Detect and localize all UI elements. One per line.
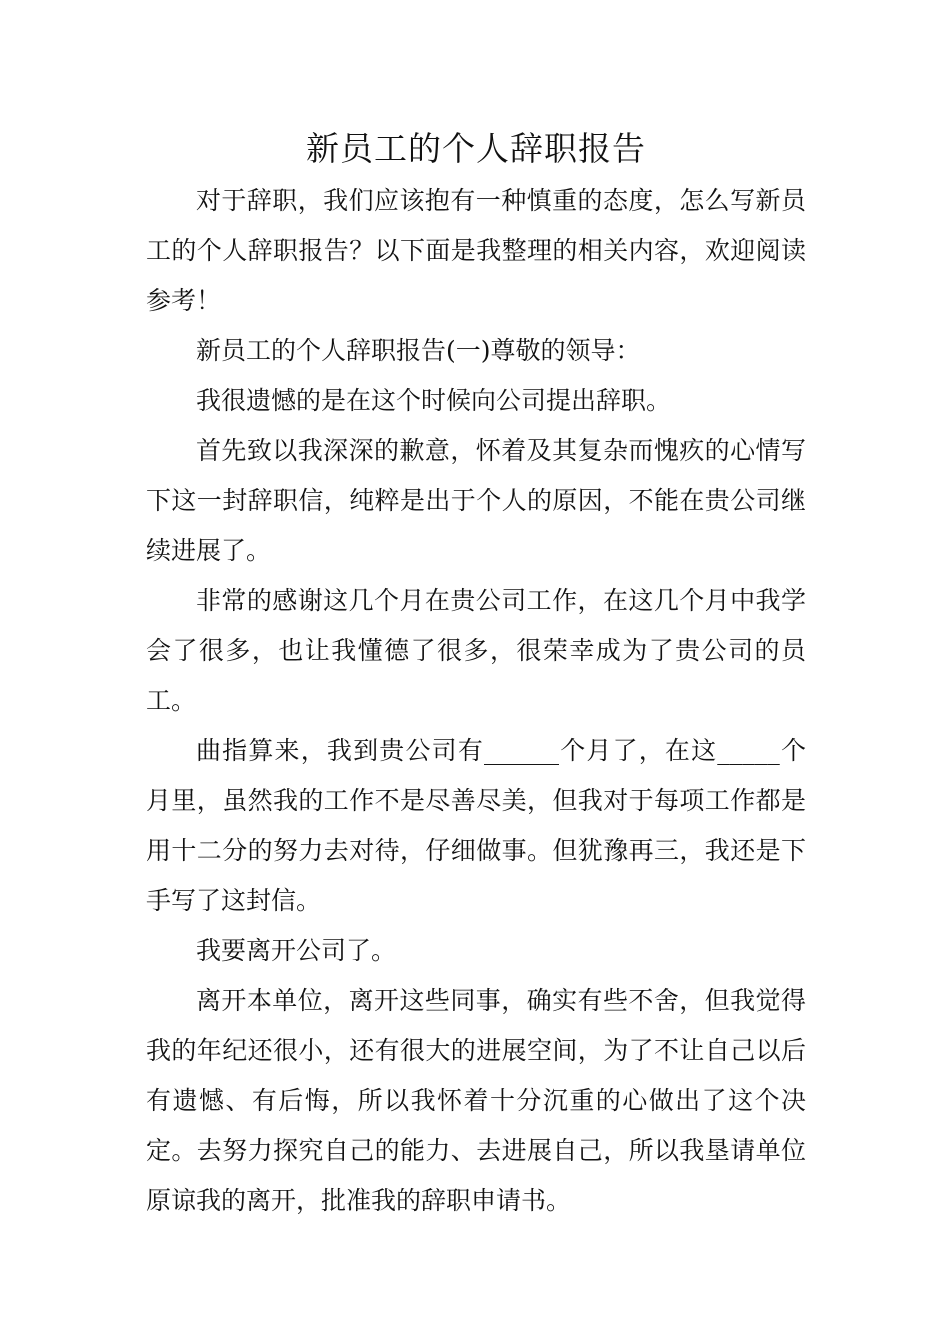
document-title: 新员工的个人辞职报告 <box>306 129 646 168</box>
paragraph-apology: 首先致以我深深的歉意，怀着及其复杂而愧疚的心情写下这一封辞职信，纯粹是出于个人的原因，不能在贵公司继续进展了。 <box>146 436 806 565</box>
paragraph-leaving: 我要离开公司了。 <box>196 936 397 965</box>
paragraph-salutation: 新员工的个人辞职报告(一)尊敬的领导： <box>196 336 641 365</box>
document-page <box>146 124 806 1226</box>
paragraph-decision: 离开本单位，离开这些同事，确实有些不舍，但我觉得我的年纪还很小，还有很大的进展空间，为了不让自己以后有遗憾、有后悔，所以我怀着十分沉重的心做出了这个决定。去努力探究自己的能力、去进展自己，所以我垦请单位原谅我的离开，批准我的辞职申请书。 <box>146 986 806 1215</box>
paragraph-intro: 对于辞职，我们应该抱有一种慎重的态度，怎么写新员工的个人辞职报告？以下面是我整理的相关内容，欢迎阅读参考！ <box>146 186 806 315</box>
paragraph-tenure: 曲指算来，我到贵公司有______个月了，在这_____个月里，虽然我的工作不是尽善尽美，但我对于每项工作都是用十二分的努力去对待，仔细做事。但犹豫再三，我还是下手写了这封信。 <box>146 736 806 915</box>
paragraph-regret: 我很遗憾的是在这个时候向公司提出辞职。 <box>196 386 672 415</box>
paragraph-thanks: 非常的感谢这几个月在贵公司工作，在这几个月中我学会了很多，也让我懂德了很多，很荣幸成为了贵公司的员工。 <box>146 586 806 715</box>
